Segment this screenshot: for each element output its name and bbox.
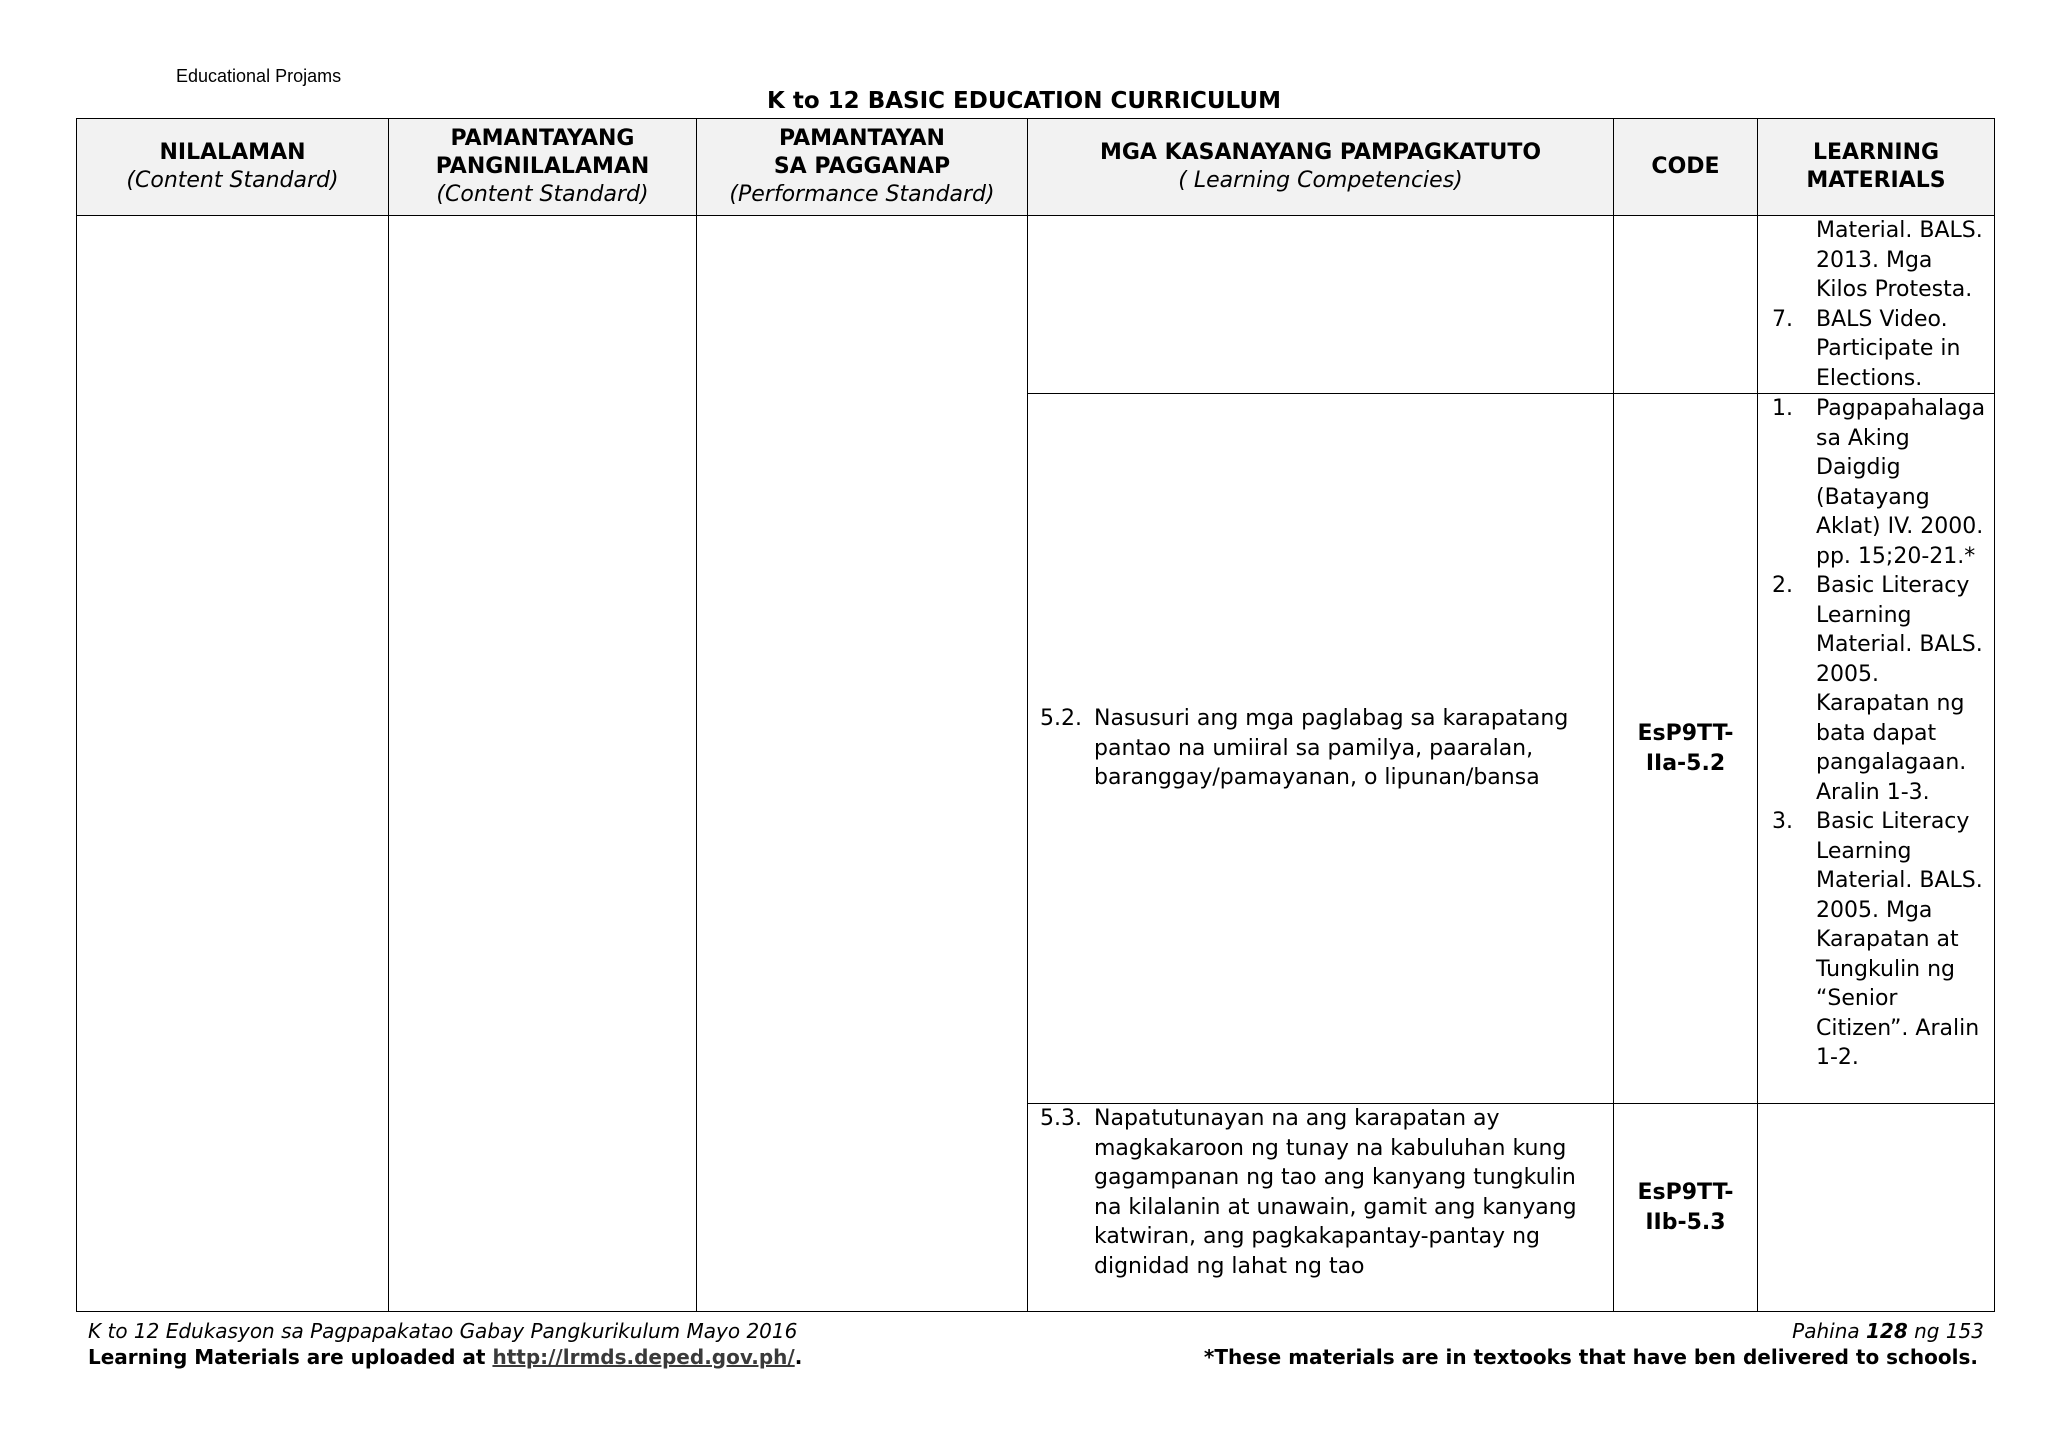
- competency-number: 5.3.: [1040, 1106, 1082, 1131]
- header-main-line2: PANGNILALAMAN: [435, 154, 650, 179]
- header-main: MGA KASANAYANG PAMPAGKATUTO: [1099, 140, 1542, 165]
- competency-cell: [1028, 1104, 1614, 1312]
- item-text: Pagpapahalaga sa Aking Daigdig (Batayang Aklat) IV. 2000. pp. 15;20-21.*: [1816, 396, 1986, 569]
- page-current: 128: [1865, 1319, 1908, 1343]
- list-item: [1772, 571, 1984, 807]
- item-number: 2.: [1772, 573, 1793, 598]
- competency-cell: [1028, 394, 1614, 1104]
- competency-number: 5.2.: [1040, 706, 1082, 732]
- header-sub: ( Learning Competencies): [1178, 168, 1463, 193]
- code-cell: [1614, 1104, 1758, 1312]
- header-sub: (Content Standard): [126, 168, 339, 193]
- page-number: [1204, 1318, 1984, 1344]
- list-item: [1772, 216, 1984, 305]
- header-main: LEARNING: [1812, 140, 1940, 165]
- header-sub: (Performance Standard): [729, 182, 995, 207]
- page-prefix: Pahina: [1792, 1319, 1866, 1343]
- page-suffix: ng 153: [1907, 1319, 1984, 1343]
- header-sub: (Content Standard): [436, 182, 649, 207]
- item-number: 7.: [1772, 306, 1793, 332]
- competency-text: Napatutunayan na ang karapatan ay magkakaroon ng tunay na kabuluhan kung gagampanan ng tao ang kanyang tungkulin na kilalanin at unawain, gamit ang kanyang katwiran, ang pagkakapantay-pantay ng dignidad ng lahat ng tao: [1094, 1106, 1577, 1279]
- header-nilalaman: [77, 119, 389, 216]
- footer-right: [1204, 1318, 1984, 1370]
- document-title: K to 12 BASIC EDUCATION CURRICULUM: [767, 88, 1281, 114]
- footer-upload-note: [88, 1344, 802, 1370]
- materials-cell: [1758, 216, 1995, 394]
- content-standard-cell: [389, 216, 697, 1312]
- materials-list: [1758, 216, 1994, 393]
- upload-prefix: Learning Materials are uploaded at: [88, 1345, 493, 1369]
- item-text: Basic Literacy Learning Material. BALS. 2005. Karapatan ng bata dapat pangalagaan. Aralin 1-3.: [1816, 573, 1983, 805]
- header-main: NILALAMAN: [159, 140, 306, 165]
- code-cell: [1614, 394, 1758, 1104]
- code-line2: IIb-5.3: [1645, 1209, 1726, 1235]
- nilalaman-cell: [77, 216, 389, 1312]
- header-pamantayan-sa-pagganap: [697, 119, 1028, 216]
- header-main: CODE: [1651, 154, 1720, 179]
- lrmds-link[interactable]: http://lrmds.deped.gov.ph/: [492, 1345, 795, 1369]
- footer-left: [88, 1318, 802, 1370]
- footer-guide-title: K to 12 Edukasyon sa Pagpapakatao Gabay Pangkurikulum Mayo 2016: [88, 1319, 798, 1343]
- table-row: [77, 216, 1995, 394]
- header-learning-competencies: [1028, 119, 1614, 216]
- list-item: [1772, 807, 1984, 1073]
- code-line1: EsP9TT-: [1637, 721, 1734, 746]
- header-main-line2: MATERIALS: [1806, 168, 1946, 193]
- curriculum-table: [76, 118, 1995, 1312]
- code-line2: IIa-5.2: [1645, 750, 1726, 776]
- list-item: [1772, 305, 1984, 394]
- header-code: [1614, 119, 1758, 216]
- competency-text: Nasusuri ang mga paglabag sa karapatang pantao na umiiral sa pamilya, paaralan, baranggay/pamayanan, o lipunan/bansa: [1094, 706, 1569, 791]
- materials-list: [1758, 394, 1994, 1073]
- header-learning-materials: [1758, 119, 1995, 216]
- item-number: 3.: [1772, 809, 1793, 834]
- header-row: [77, 119, 1995, 216]
- item-text: Material. BALS. 2013. Mga Kilos Protesta.: [1816, 218, 1983, 302]
- code-cell: [1614, 216, 1758, 394]
- header-main-line2: SA PAGGANAP: [773, 154, 951, 179]
- code-line1: EsP9TT-: [1637, 1180, 1734, 1205]
- materials-cell: [1758, 394, 1995, 1104]
- list-item: [1772, 394, 1984, 571]
- item-number: [1772, 216, 1816, 305]
- competency-cell: [1028, 216, 1614, 394]
- header-main: PAMANTAYANG: [450, 126, 635, 151]
- textbook-note: *These materials are in textooks that have ben delivered to schools.: [1203, 1345, 1978, 1369]
- item-text: Basic Literacy Learning Material. BALS. 2005. Mga Karapatan at Tungkulin ng “Senior Citizen”. Aralin 1-2.: [1816, 809, 1983, 1070]
- watermark-text: Educational Projams: [176, 66, 342, 86]
- header-pamantayang-pangnilalaman: [389, 119, 697, 216]
- materials-cell: [1758, 1104, 1995, 1312]
- item-number: 1.: [1772, 396, 1793, 421]
- item-text: BALS Video. Participate in Elections.: [1816, 306, 1961, 391]
- header-main: PAMANTAYAN: [779, 126, 945, 151]
- upload-suffix: .: [794, 1345, 803, 1369]
- performance-standard-cell: [697, 216, 1028, 1312]
